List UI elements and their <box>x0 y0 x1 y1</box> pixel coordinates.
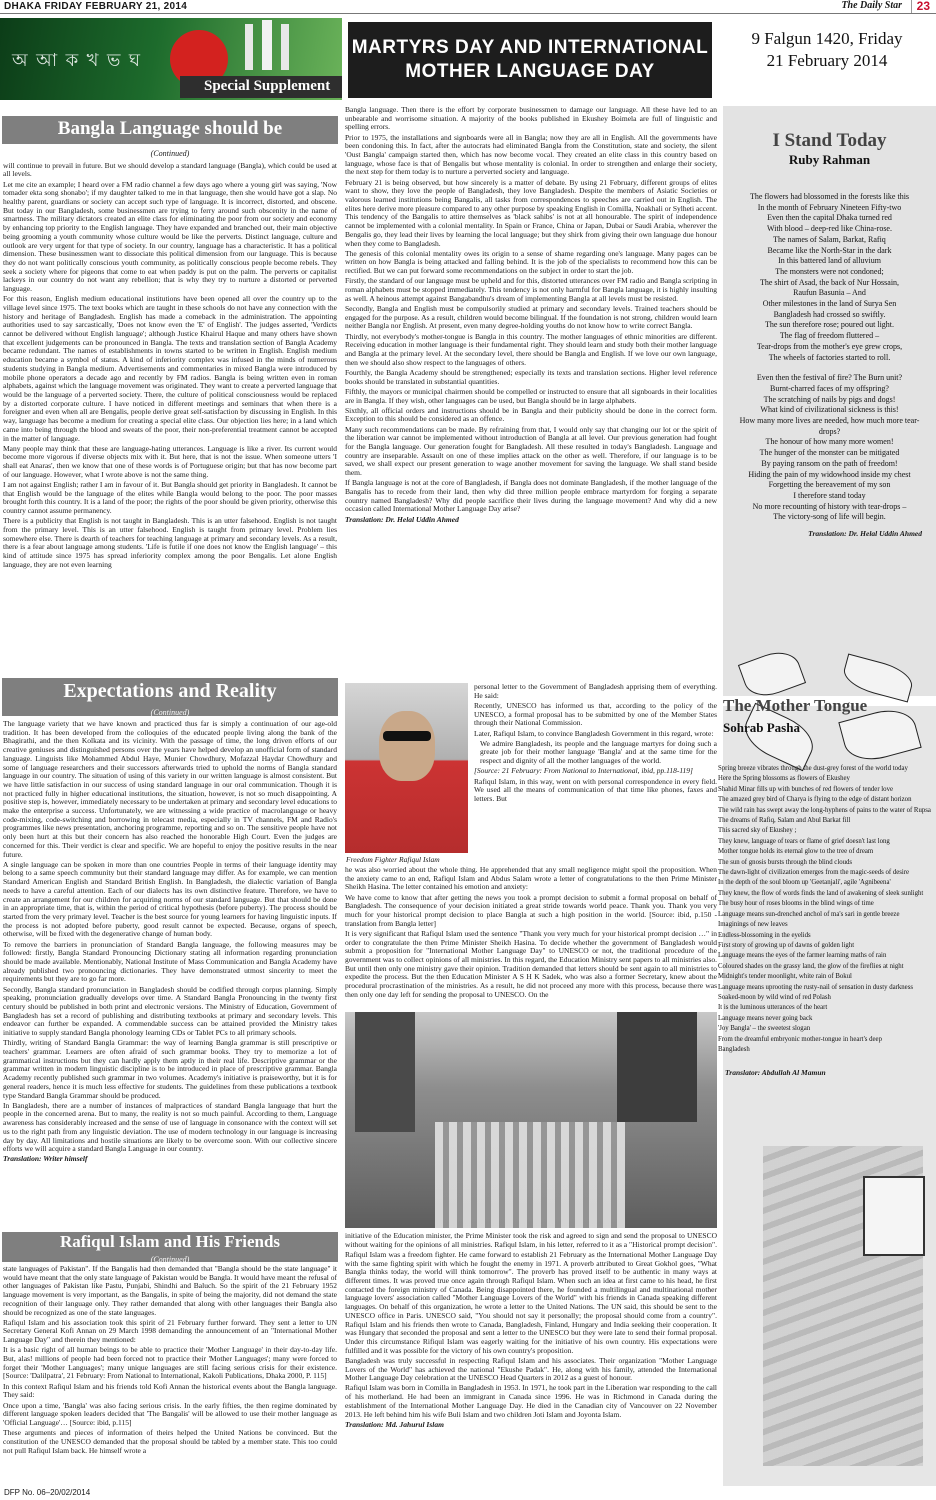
marching-crowd <box>435 1122 625 1228</box>
building-shape <box>617 1012 697 1122</box>
sunglasses-icon <box>383 731 431 741</box>
article1-column1 <box>3 148 337 686</box>
poem-line: 'Joy Bangla' – the sweetest slogan <box>718 1025 811 1033</box>
paragraph: Rafiqul Islam was a freedom fighter. He came forward to establish 21 February as the International Mother Language Day with the same fighting spirit with which he fought the enemy in 1971. A proverb attributed to Great Gokhol goes, "What Bangla thinks today, the world will think tomorrow". The proverb has proved itself to be authentic in many ways at different times. It was proved true once again through Rafiqul Islam. When such an idea at first came to his head, he first contacted the foreign ministry of Canada. Being disappointed there, he founded a multilingual and multinational mother language lovers' association called "Mother Language Lovers of the World" with his friends in Canada speaking different languages. On behalf of this organization, he wrote a letter to the United Nations. The UN said, this should be sent to the UNESCO office in Paris. UNESCO said, "You should not say it personally; the proposal should come from a country". Rafiqul Islam and his friends then wrote to Canada, Bangladesh, Finland, Hungary and India seeking their cooperation. It was Hungary that seconded the proposal and sent a letter to the UNESCO but they were late to send their formal proposal. Under this circumstance Rifiqul Islam was eagerly waiting for the initiative of his own country. His expectations were fulfilled and it was possible for the victory of his own country's proposition. <box>345 1249 717 1355</box>
poem-line: I therefore stand today <box>793 490 866 500</box>
poem-line: The flag of freedom fluttered – <box>779 331 880 341</box>
portrait-face <box>379 711 435 781</box>
page-number: 23 <box>911 0 930 13</box>
poem-line <box>729 363 930 373</box>
paragraph: The genesis of this colonial mentality owes its origin to a sense of shame regarding one's language. Many pages can be written on how Bangla is being attacked and falling behind. It is the job of the specialists to recommend how this can be rectified. But we can put forward some recommendations on the subject in order to start the job. <box>345 248 717 276</box>
poem-line: Forgetting the bereavement of my son <box>768 480 891 490</box>
poem-line: Language means the eyes of the farmer learning maths of rain <box>718 952 887 960</box>
article2-headline <box>2 678 338 716</box>
poem-line: The victory-song of life will begin. <box>773 512 886 522</box>
paragraph: Secondly, Bangla standard pronunciation in Bangladesh should be codified through corpus planning. Simply speaking, pronunciation gradually develops over time. A Standard Bangla Pronouncing in the twenty first century should be published in both print and electronic versions. The Ministry of Education, Government of Bangladesh has set a record of publishing and distributing textbooks at primary and secondary levels. This endeavor can further be expanded. A commendable success can be attained provided the Ministry takes initiative to supply standard Bangla phonology learning CDs or Tablet PCs to all primary schools. <box>3 984 337 1038</box>
title-line-2: MOTHER LANGUAGE DAY <box>405 61 655 82</box>
paragraph: Rafiqul Islam was born in Comilla in Bangladesh in 1953. In 1971, he took part in the Liberation war responding to the call of his motherland. He had been an immigrant in Canada since 1996. He was in Richmond in Canada during the establishment of the International Mother Language Day. He died in the Canadian city of Vancouver on 22 November 2013. He left behind him his wife Buli Islam and two children Joti Islam and Joyonta Islam. <box>345 1383 717 1419</box>
poem-line: The honour of how many more women! <box>765 437 894 447</box>
poem-line: The dreams of Rafiq, Salam and Abul Barkat fill <box>718 817 851 825</box>
poem-line: Imaginings of new leaves <box>718 921 788 929</box>
poem-line: First story of growing up of dawns of golden light <box>718 941 855 949</box>
shaheed-minar-icon <box>245 24 253 70</box>
poem-line: The wheels of factories started to roll. <box>768 352 891 362</box>
poem-line: They knew, the flow of words finds the land of awakening of sleek sunlight <box>718 889 924 897</box>
paragraph: will continue to prevail in future. But we should develop a standard language (Bangla), which could be used at all levels. <box>3 160 337 179</box>
paragraph: Prior to 1975, the installations and signboards were all in Bangla; now they are all in English. All the governments have been condoning this. In fact, after the autocrats had eliminated Bangla from the Constitution, state and society, the silent 'Oust Bangla' campaign started then, which has now become vocal. They created an elite class in this country based on language, whose face is that of Bengalis but whose mentality is colonial. In order to strengthen and enlarge their society, the next step for them today is to nurture a perverted society and language. <box>345 132 717 177</box>
source-note: [Source: 21 February: From National to International, ibid, pp.118-119] <box>474 766 693 776</box>
article2-column2-bottom <box>345 866 717 1008</box>
poem1-author: Ruby Rahman <box>788 152 871 167</box>
article3-column1 <box>3 1265 337 1483</box>
poem-line: The sun therefore rose; poured out light. <box>764 320 895 330</box>
paragraph: Recently, UNESCO has informed us that, according to the policy of the UNESCO, a formal proposal has to be submitted by one of the Member States through their National Commission. <box>474 700 717 728</box>
paragraph: To remove the barriers in pronunciation of Standard Bangla language, the following measures may be followed: firstly, Bangla Standard Pronouncing Dictionary stating all information regarding pronunciation should be made available. Mentionably, National Institute of Mass Communication and Bangla Academy have already published two pronouncing dictionaries. They have demonstrated utmost sincerity to meet the requirements but they are to go far more. <box>3 939 337 984</box>
poem-line: Bangladesh had crossed so swiftly. <box>773 309 886 319</box>
language-movement-procession-photo <box>345 1012 717 1228</box>
paragraph: If Bangla language is not at the core of Bangladesh, if Bangla does not dominate Bangladesh, if the mother language of the Bangalis has to recede from their land, then why did three million people embrace martyrdom for forging a separate country named Bangladesh? Why did people sacrifice their lives during the language movement? And why did a new occasion called International Mother Language Day arise? <box>345 478 717 514</box>
shaheed-minar-icon <box>262 20 272 70</box>
poem-line: Here the Spring blossoms as flowers of Ekushey <box>718 775 850 783</box>
paragraph: The language variety that we have known and practiced thus far is simply a continuation of our age-old tradition. It has been developed from the colloquies of the educated people living along the bank of the Bhagirathi, and the then Kolkata and its vicinity. With the passage of time, the long driven efforts of our creative geniuses and distinguished persons over the years have helped develop an unofficial form of standard language. Linguists like Mohammed Abdul Haye, Munier Chowdhury, Mofazzal Haydar Chowdhury and some of language researchers and their successors afterwards tried to uphold the norms of Bangla standard language in our country. The situation of using of this variety in our written language is almost consistent. But we have little satisfaction in our success of using standard language in our oral communication. Though it is not practiced fully in higher educational institutions, the situation, however, is not so much disappointing. A positive step is, however, immediately necessary to be undertaken at primary and secondary level educations to make the enterprise a success. Unfortunately, we are witnessing a wide practice of macrolanguage or heavy code-mixing, code-switching and borrowing in telecast media, especially in TV channels, FM and Radio's programmes like news presentation, anchoring programme, reporting and so on. The sensitive people have not only been hurt at this but their concern has also reached the honorable High Court. Even the judges are concerned for this. Their verdict is clear and specific. We are hopeful to enjoy the positive results in the near future. <box>3 720 337 859</box>
poem-line: Language means uprooting the rusty-nail of sensation in dusty darkness <box>718 983 913 991</box>
poem-line: It is the luminous utterances of the heart <box>718 1004 828 1012</box>
poem2-title: The Mother Tongue <box>723 696 868 715</box>
poem-line: How many more lives are needed, how much more tear-drops? <box>739 416 920 436</box>
masthead-bar <box>0 0 936 14</box>
poem-line: Coloured shades on the grassy land, the glow of the fireflies at night <box>718 962 904 970</box>
paragraph: Many such recommendations can be made. By refraining from that, I would only say that changing our lot or the spirit of the liberation war cannot be implemented without introduction of Bangla at all level. Our previous generation had fought for the Bangla language. Our generation fought for Bangladesh. All these resulted in today's Bangladesh. Language and country are inseparable. Assault on one of these implies attack on the other as well. Therefore, if our language is to be saved, we shall expect our present generation to wage another movement for saving the language. We shall stand beside them. <box>345 424 717 478</box>
poem-line: No more recounting of history with tear-drops – <box>752 501 907 511</box>
quote: It is a basic right of all human beings to be able to practice their 'Mother Language' in their day-to-day life. But, alas! millions of people had been forced not to practice their 'Mother Languages'; many were forced to forget their 'Mother Languages'; many unique languages are still facing serious crisis for their existence. [Source: 'Dalilpatra', 21 February: From National to International, Kakoli Publications, Dhaka 2000, P. 115] <box>3 1345 337 1381</box>
special-supplement-label: Special Supplement <box>180 76 342 98</box>
poem-line: Burnt-charred faces of my offspring? <box>770 383 889 393</box>
poem-line: Other milestones in the land of Surya Sen <box>762 299 897 309</box>
poem-line: The flowers had blossomed in the forests like this <box>749 192 910 201</box>
poem-line: Shahid Minar fills up with bunches of red flowers of tender love <box>718 785 893 793</box>
poem1-title: I Stand Today <box>772 130 887 151</box>
poem-line: Midnight's tender moonlight, white rain of Bokul <box>718 973 852 981</box>
paragraph: In Bangladesh, there are a number of instances of malpractices of standard Bangla language that hurt the people in the concerned arena. But to many, the reality is not so much painful. According to them, Language awareness has considerably increased and the sense of use of language in consonance with the context will set us to the right path from any linguistic deviation. The use of modern technology in our language is increasing day by day. All limitations and hostile situations are likely to be overcome soon. With our collective sincere efforts we will acquire a standard Bangla Language in our country. <box>3 1100 337 1154</box>
quote: We admire Bangladesh, its people and the language martyrs for doing such a greate job for their mother language 'Bangla' and at the same time for the respect and dignity of all the mother languages of the world. <box>480 738 717 766</box>
poem-line: Soaked-moon by wild wind of red Polash <box>718 993 831 1001</box>
continued-label: (Continued) <box>150 149 190 158</box>
paragraph: There is a publicity that English is not taught in Bangladesh. This is an utter falsehood. English is not taught from the primary level. This is an utter falsehood. English is taught from primary level. Problem lies somewhere else. There is dearth of teachers for teaching language at primary and secondary levels. As a result, there is a fear about language among students. 'Life is futile if one does not know the English language' – this kind of attitude since 1975 has spread inferiority complex among the poor Bengalis. Let alone English language, they are not even learning <box>3 516 337 569</box>
poem-line: Bangladesh <box>718 1045 750 1053</box>
banner-artwork <box>0 18 342 100</box>
paragraph: Secondly, Bangla and English must be compulsorily studied at primary and secondary levels. Trained teachers should be engaged for the purpose. As a result, children would become bilingual. If the foundation is not strong, children would learn neither Bangla nor English. At present, even many degree-holding youths do not know how to write correct Bangla. <box>345 303 717 331</box>
paragraph: Rafiqul Islam, in this way, went on with personal correspondence in every field. We used all the means of communication of that time like phones, faxes and letters. But <box>474 776 717 803</box>
issue-date: DHAKA FRIDAY FEBRUARY 21, 2014 <box>4 1 188 12</box>
paragraph: he was also worried about the whole thing. He apprehended that any small negligence might spoil the proposition. When the anxiety came to an end, Rafiqul Islam and Abdus Salam wrote a letter of congratulations to the then Prime Minister Sheikh Hasina. The letter contained his emotion and anxiety: <box>345 866 717 892</box>
article1-column2 <box>345 106 717 690</box>
translation-credit: Translation: Writer himself <box>3 1154 88 1164</box>
poem-line: Became like the North-Star in the dark <box>767 245 892 255</box>
paragraph: Sixthly, all official orders and instructions should be in Bangla and their publicity should be done in the correct form. Exception to this should be considered as an offence. <box>345 405 717 424</box>
poem-line: The monsters were not condoned; <box>775 266 884 276</box>
quote: We have come to know that after getting the news you took a prompt decision to submit a formal proposal on behalf of Bangladesh. The consequence of your decision initiated a great stride towards world peace. Thank you. Thank you very much for your historical prompt decision to place Bangla at such a high position in the world. [Source: ibid, p.150 - translation from Bangla letter] <box>345 892 717 928</box>
paragraph: I am not against English; rather I am in favour of it. But Bangla should get priority in Bangladesh. It cannot be that English would be the language of the elites while Bangla would belong to the poor. The poor masses brought forth this country. It is a land of the poor; the rights of the poor should be given priority, otherwise this country cannot assume permanency. <box>3 480 337 516</box>
poem-line: With blood – deep-red like China-rose. <box>767 224 892 234</box>
paragraph: A single language can be spoken in more than one countries People in terms of their language identity may belong to a same speech community but their standard language may differ. As for example, we can mention Standard American English and Standard British English. In Bangladesh, the dialectic variation of Bangla needs to have a careful attention. Each of our dialects has its own distinctive feature. Therefore, we have to create an arrangement for our children for acquiring norms of our standard language. But that should be done in an appropriate time, that is, within the period of critical hypothesis (before puberty). The process should be started from the very primary level. Teacher is the best source for young learners for having linguistic inputs. If the process is not adopted before puberty, good result cannot be expected. Because, organs of speech, otherwise, will be fixed with the degenerative change of human body. <box>3 859 337 939</box>
paragraph: Fifthly, the mayors or municipal chairmen should be compelled or instructed to ensure that all signboards in their localities are in Bangla. If they wish, other languages can be used, but Bangla should be in large alphabets. <box>345 386 717 405</box>
paragraph: In this context Rafiqul Islam and his friends told Kofi Annan the historical events about the Bangla language. They said: <box>3 1381 337 1400</box>
poem-line: The wild rain has swept away the long-hyphens of pains to the water of Rupsa <box>718 806 931 814</box>
poem-line: Language means sun-drenched anchol of ma's sari in gentle breeze <box>718 910 900 918</box>
photo-caption: Freedom Fighter Rafiqul Islam <box>346 855 440 864</box>
poem-line: The busy hour of roses blooms in the blind wings of time <box>718 900 874 908</box>
article1-headline: Bangla Language should be <box>2 116 338 144</box>
placard-icon <box>863 1176 925 1256</box>
poem-line: In the month of February Nineteen Fifty-two <box>757 202 902 212</box>
paragraph: These arguments and pieces of information of theirs helped the United Nations be convinced. But the constitution of the UNESCO demanded that the proposal should be tabled by a member state. This too could not pull Rafiqul Islam back. He himself wrote a <box>3 1428 337 1455</box>
poem-line: They knew, language of tears or flame of grief doesn't last long <box>718 837 890 845</box>
poem-line: The names of Salam, Barkat, Rafiq <box>773 234 886 244</box>
poem-line: The scratching of nails by pigs and dogs! <box>763 394 896 404</box>
poem-line: Language means never going back <box>718 1014 813 1022</box>
poem-line: Even then the festival of fire? The Burn unit? <box>756 373 903 383</box>
poem-line: Spring breeze vibrates through the dust-grey forest of the world today <box>718 765 908 772</box>
poem2-translator: Translator: Abdullah Al Mamun <box>725 1068 826 1077</box>
paragraph: Fourthly, the Bangla Academy should be strengthened; especially its texts and translation sections. Higher level reference books should be translated in substantial quantities. <box>345 367 717 386</box>
poem1-box <box>723 106 936 696</box>
paragraph: initiative of the Education minister, the Prime Minister took the risk and agreed to sign and send the proposal to UNESCO without waiting for the opinions of all ministries. Rafiqul Islam, in his letter, referred to it as a "Historical prompt decision". <box>345 1232 717 1249</box>
paragraph: Rafiqul Islam and his association took this spirit of 21 February further forward. They sent a letter to UN Secretary General Kofi Annan on 29 March 1998 demanding the announcement of an "International Mother Language Day" and therein they mentioned: <box>3 1317 337 1345</box>
paragraph: It is very significant that Rafiqul Islam used the sentence "Thank you very much for your historical prompt decision …" in order to congratulate the then Prime Minister Sheikh Hasina. To decide whether the government of Bangladesh would submit a proposition for "International Mother Language Day" to UNESCO or not, the traditional procedure of the government was to collect opinions of all ministries. In this regard, the Education Ministry sent papers to all ministries also. But until then only one ministry gave their opinion. Tradition demanded that letters should be sent again to all ministries to expedite the process. But the then Education Minister A S H K Sadek, who was also a former Secretary, knew about the procedural procrastination of the ministries. As a result, he did not proceed any more with this process, because there was then only one day left for sending the proposal to UNESCO. On the <box>345 928 717 999</box>
continued-label: (Continued) <box>150 708 190 717</box>
title-line-1: MARTYRS DAY AND INTERNATIONAL <box>351 37 709 58</box>
poem-line: Tear-drops from the mother's eye grew crops, <box>756 341 903 351</box>
paragraph: Thirdly, writing of Standard Bangla Grammar: the way of learning Bangla grammar is still prescriptive or teachers' grammar. Learners are often afraid of such grammar books. They try to memorize a lot of grammatical instructions but they can hardly apply them aptly in their real life. Descriptive grammar or the grammar written in modern linguistic discipline is to be introduced in place of prescriptive grammar. Bangla Academy recently published such grammar in two volumes. Academy's initiative is praiseworthy, but it is for general readers, hence it is much less effective for students. The guidelines from these publications a textbook type Standard Bangla Grammar should be produced. <box>3 1038 337 1100</box>
poem-line: By paying ransom on the path of freedom! <box>761 458 898 468</box>
poem-line: What kind of civilizational sickness is this! <box>760 405 899 415</box>
article3-headline <box>2 1232 338 1262</box>
paper-name: The Daily Star <box>841 0 902 11</box>
article2-column1 <box>3 720 337 1220</box>
article3-title: Rafiqul Islam and His Friends <box>59 1232 281 1251</box>
leaf-illustration-icon <box>738 645 806 702</box>
supplement-banner <box>0 18 936 100</box>
paragraph: Firstly, the standard of our language must be upheld and for this, distorted utterances over FM radio and Bangla scripting in roman alphabets must be stopped immediately. This tendency is not only harmful for Bangla language, it is highly insulting as well. A heinous attempt against Bangabandhu's dream of implementing Bangla at all levels must be resisted. <box>345 276 717 303</box>
supplement-title <box>348 22 712 98</box>
poem-line: Endless-blossoming in the eyelids <box>718 931 811 939</box>
date-line-2: 21 February 2014 <box>766 51 888 70</box>
poem1-body <box>723 192 936 523</box>
poem-line: The sun of gnosis bursts through the blind clouds <box>718 858 853 866</box>
translation-credit: Translation: Md. Jahurul Islam <box>345 1419 444 1429</box>
article2-column2-top <box>474 683 717 855</box>
poem-line: The hunger of the monster can be mitigated <box>759 448 900 458</box>
poem-line: Mother tongue holds its eternal glow to the tree of dream <box>718 848 874 856</box>
bangla-letters: অ আ ক খ ভ ঘ <box>12 50 143 70</box>
poem2-box <box>718 696 936 1486</box>
paragraph: Many people may think that these are language-hating utterances. Language is like a river. Its current would become more vigorous if diverse objects mix with it. But here, that is not the issue. When someone utters 'I shall eat Anaras', then we know that one of these words is of Portuguese origin; but that has now become part of our language. However, what I wrote above is not the same thing. <box>3 443 337 479</box>
paragraph: personal letter to the Government of Bangladesh apprising them of everything. He said: <box>474 683 717 700</box>
building-shape <box>355 1012 415 1132</box>
paragraph: Thirdly, not everybody's mother-tongue is Bangla in this country. The mother languages of ethnic minorities are different. Receiving education in mother language is their fundamental right. They should learn and study both their mother language and Bangla at the primary level. At the secondary level, there should be Bangla and English. If we love our own language, then we should also show respect to the languages of others. <box>345 331 717 367</box>
date-line-1: 9 Falgun 1420, Friday <box>751 29 903 48</box>
paragraph: Later, Rafiqul Islam, to convince Bangladesh Government in this regard, wrote: <box>474 728 714 738</box>
quote: Once upon a time, 'Bangla' was also facing serious crisis. In the early fifties, the then regime dominated by different language spoken leaders decided that 'The Bangalis' will be allowed to use their mother language as 'Official Language'… [Source: ibid, p.115] <box>3 1400 337 1427</box>
poem-line: This sacred sky of Ekushey ; <box>718 827 797 835</box>
poem-line: The shirt of Asad, the back of Nur Hossain, <box>759 277 900 287</box>
article3-column2 <box>345 1232 717 1484</box>
poem-line: The amazed grey bird of Charya is flying to the edge of distant horizon <box>718 796 912 804</box>
supplement-date <box>722 28 932 72</box>
translation-credit: Translation: Dr. Helal Uddin Ahmed <box>345 514 459 524</box>
poem-line: Even then the capital Dhaka turned red <box>767 213 892 223</box>
poem-line: In the depth of the soul bloom up 'Geetanjali', agile 'Agnibeena' <box>718 879 891 887</box>
poem2-body <box>718 764 932 1055</box>
poem-line: From the dreamful embryonic mother-tongue in heart's deep <box>718 1035 882 1043</box>
shaheed-minar-icon <box>281 24 289 70</box>
poem-line: Hiding the pain of my widowhood inside my chest <box>748 469 911 479</box>
paragraph: Let me cite an example; I heard over a FM radio channel a few days ago where a young girl was saying, 'Now tomader ekta song shonabo'; if my daughter talked to me in that language, then she would have got a slap. No healthy parent, guardians or society can accept such type of language. It is incorrect, distorted, and obscene. But today in our Bangladesh, some businessmen are trying to ferry around such obscenity in the name of smartness. The military dictators created an elite class for eliminating the poor from our society and economy by enhancing top priority to the English language. They have expanded and branched out, their main objective being grooming a youth community whose culture would be like the perverts. Distinct language, culture and outlook are very urgent for that type of society. In our country, language has a characteristic. It has a political dimension. These businessmen want to dissociate this political dimension from our language. This is because they do not want politically conscious youth community, as politically conscious people become rebels. They seek a society where for pigeons that come to eat when paddy is put on the palm. The perverts or capitalist lackeys in our country do not want any rebellion; that is why they try to nurture a distorted or perverted language. <box>3 179 337 294</box>
rafiqul-islam-photo <box>345 683 468 853</box>
article2-title: Expectations and Reality <box>63 680 277 702</box>
poem1-translator: Translation: Dr. Helal Uddin Ahmed <box>808 529 922 539</box>
continued-label: (Continued) <box>150 1255 190 1264</box>
poem2-author: Sohrab Pasha <box>723 720 800 735</box>
paragraph: Bangladesh was truly successful in respecting Rafiqul Islam and his associates. Their organization "Mother Language Lovers of the World" has achieved the national "Ekushe Padak". He, along with his family, attended the International Mother Language Day celebration at the UNESCO Head Quarters in 2012 as a guest of honour. <box>345 1355 717 1383</box>
paragraph: state languages of Pakistan". If the Bangalis had then demanded that "Bangla should be the state language" it would have meant that the only state language of Pakistan would be Bangla. It would have meant the refusal of other languages of Pakistan like Pastu, Punjabi, Shindhi and Baluch. So the spirit of the 21 February 1952 language movement is very important, as the Bangalis, in spite of being the majority, did not demand the state recognition of their language only. They rather demanded that along with other languages their Bangla also should be recognized as one of the state languages. <box>3 1265 337 1317</box>
poem-line: Raufun Basunia – And <box>793 288 866 298</box>
poem-line: The dawn-light of civilization emerges from the magic-seeds of desire <box>718 869 910 877</box>
paragraph: Bangla language. Then there is the effort by corporate businessmen to damage our language. All these have led to an unbearable and worrisome situation. A majority of the books published in Ekushey Boimela are full of linguistic and spelling errors. <box>345 106 717 132</box>
dfp-footer: DFP No. 06–20/02/2014 <box>4 1488 91 1497</box>
poem-line: In this battered land of alluvium <box>778 256 881 266</box>
paragraph: For this reason, English medium educational institutions have been opened all over the country up to the village level since 1975. The text books which are taught in these schools do not have any connection with the history and heritage of Bangladesh. English has made a comeback in the administration. The appointing authorities used to say sarcastically, 'Does not know even the 'E' of English'. The judges asserted, 'Verdicts cannot be delivered without English language'; although Justice Khairul Haque and many others have shown that excellent judgements can be pronounced in Bangla. The texts and translation section of Bangla Academy became redundant. The names of establishments in towns started to be written in English. English medium education became a symbol of status. A kind of inferiority complex was infused in the minds of numerous students studying in Bangla medium. Advertisements and commentaries in mixed Bangla were introduced by mobile phone operators a decade ago and recently by FM radios. Bangla is being written even in roman alphabets, against which the language movement was originated. They want to create a perverted language that would be the language of a perverted society. There, the culture of political consciousness would be replaced by a distorted corporate culture. I have noticed in different meetings and seminars that when there is a foreigner and even when all are Bengalis, people derive great self-satisfaction by discussing in English. In this way, language has become a medium for creating a special elite class. Our objection lies here; in a land which came into being through the blood and sweats of the poor, their non-preferential treatment cannot be accepted in the matter of language. <box>3 294 337 443</box>
paragraph: February 21 is being observed, but how sincerely is a matter of debate. By using 21 February, different groups of elites want to show, they love the people of Bangladesh, they love Bangladesh. Despite the members of Asiatic Societies or valorous learned institutions being Bangalis, all tasks from correspondences to speeches are carried out in English. The elites here derive more pleasure compared to any other purpose by speaking English in Comilla, Noakhali or Sylheti accent. This tendency of the Bangalis to attire themselves as 'black sahibs' is not at all honourable. The spirit of independence cannot be implemented with a colonial mentality. In Spain or France, China or Japan, Dubai or Saudi Arabia, wherever the Bengalis go, they lead their lives by learning the local language; but they shirk from giving their own language due honour when they come to Bangladesh. <box>345 177 717 248</box>
